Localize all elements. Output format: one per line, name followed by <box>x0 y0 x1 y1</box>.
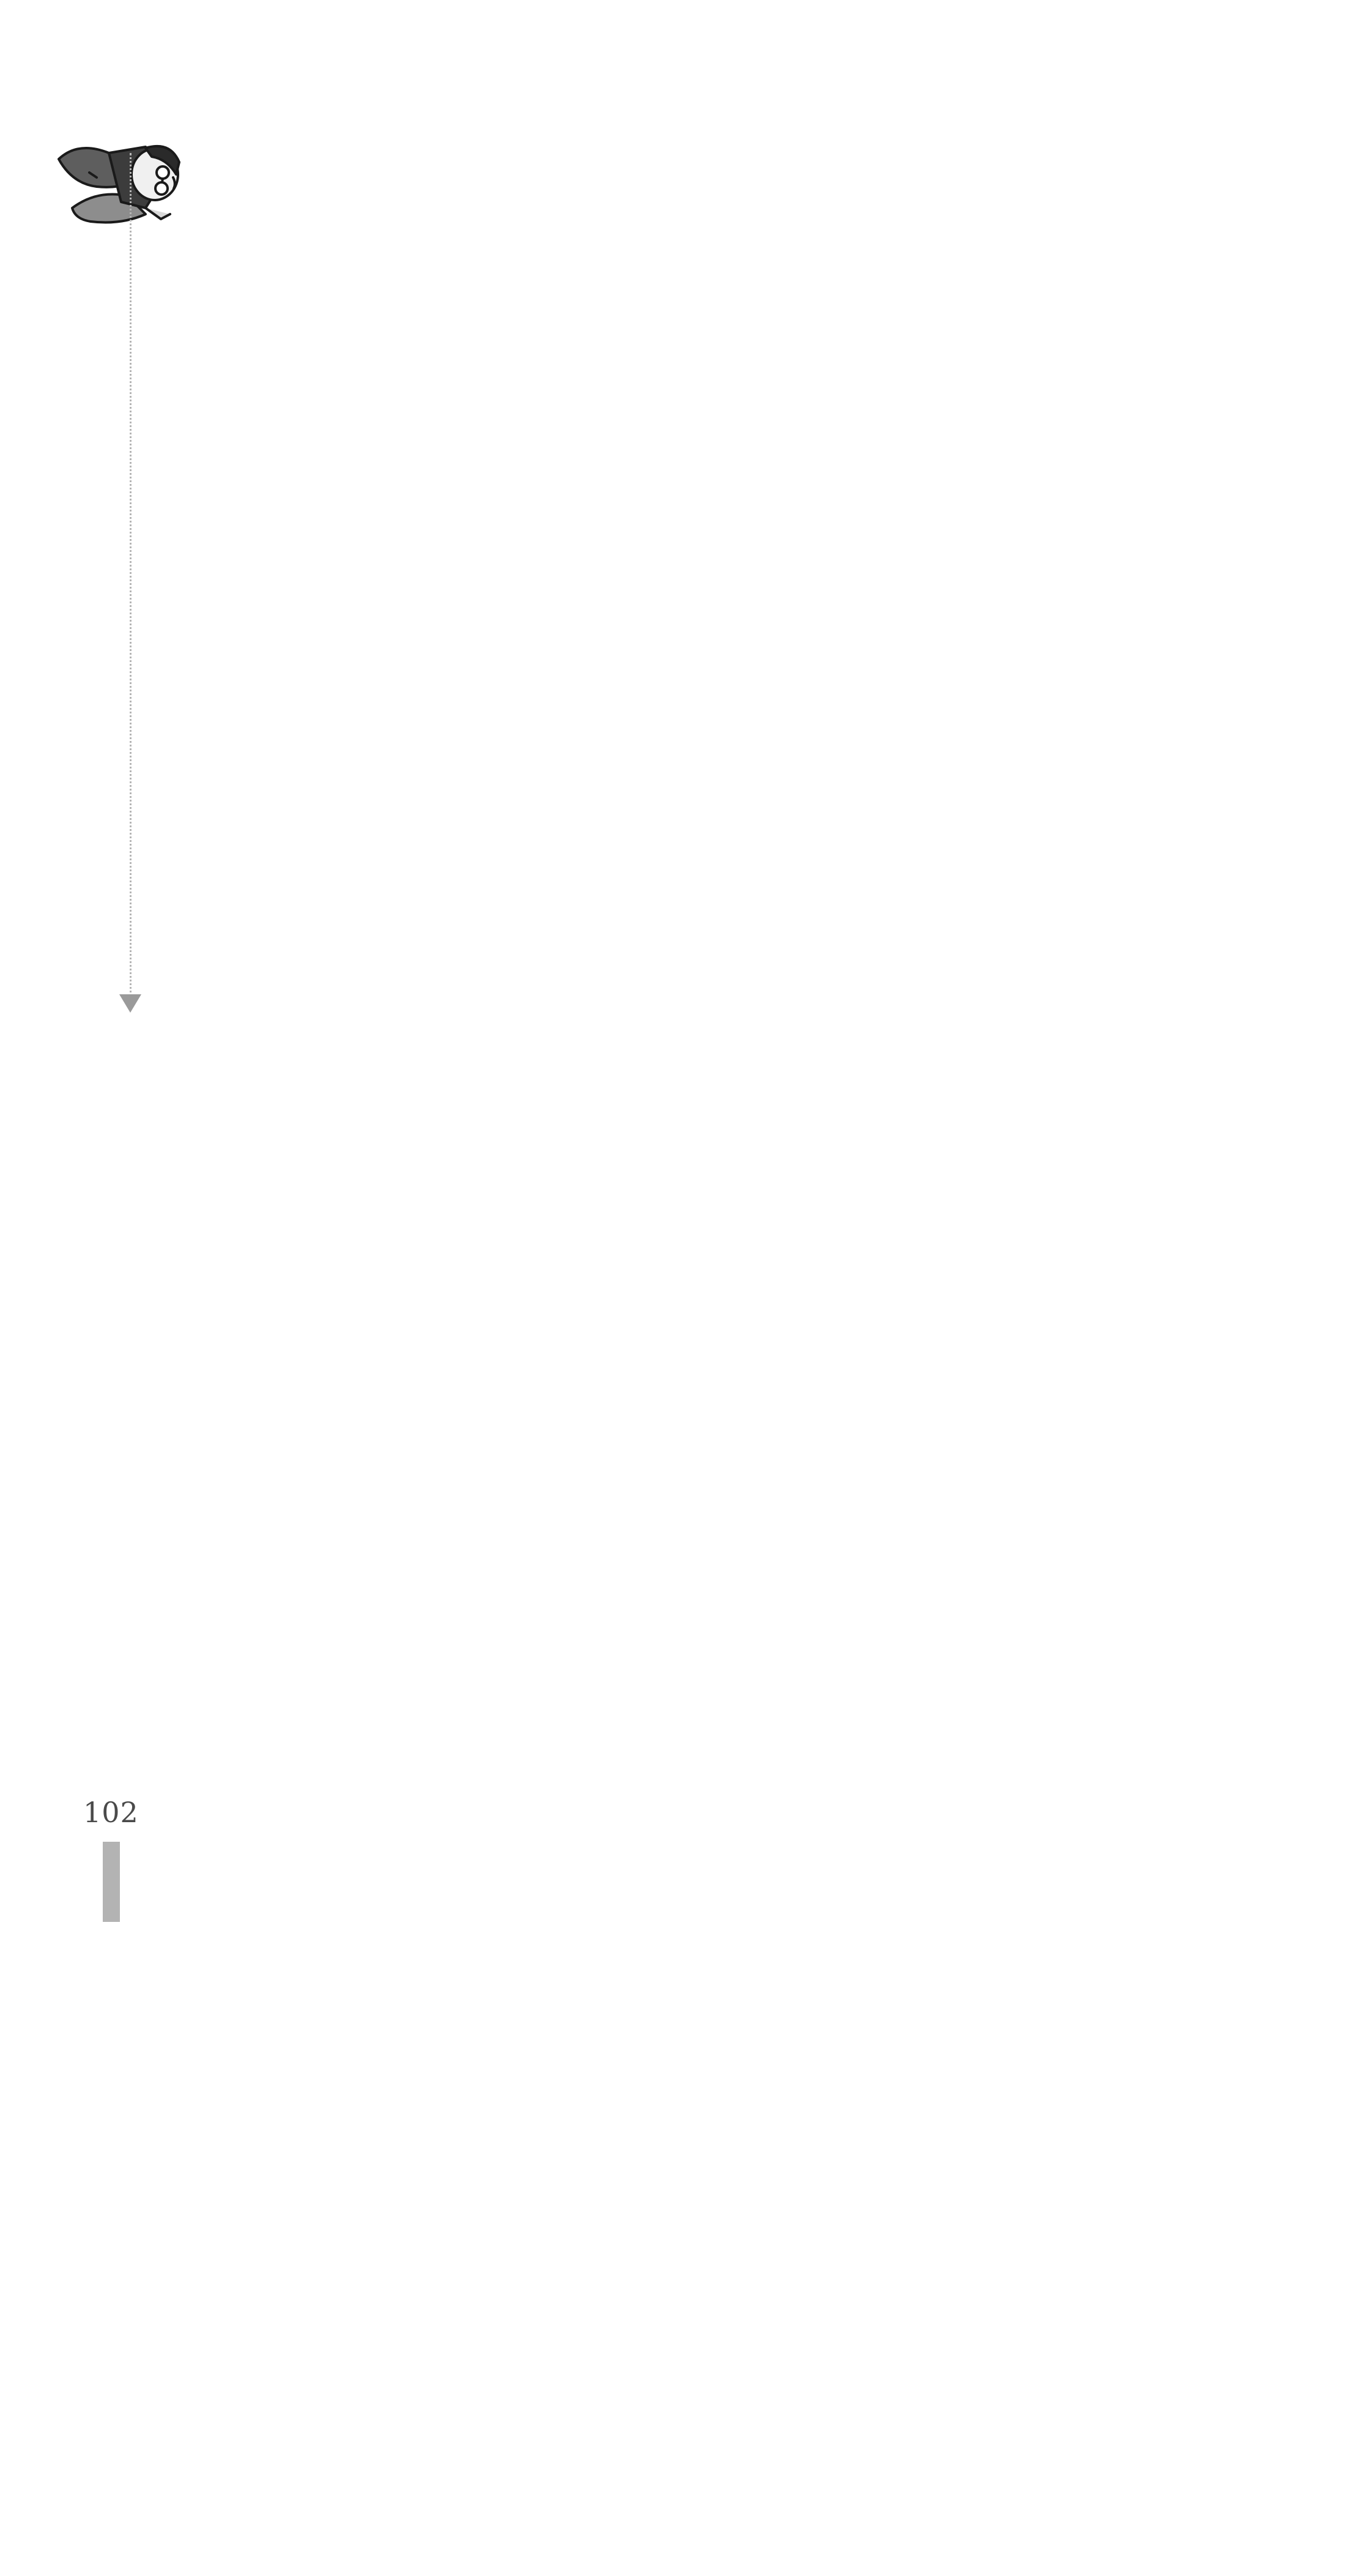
text-column <box>196 202 220 1732</box>
text-column <box>489 202 514 1732</box>
header-dotted-rule <box>130 153 132 997</box>
text-column <box>636 202 661 1732</box>
text-column <box>153 202 177 1732</box>
text-column <box>1132 1046 1156 2576</box>
text-column <box>734 202 759 1732</box>
text-column <box>1174 202 1199 1732</box>
text-column <box>343 202 367 1732</box>
page-number: 102 <box>83 1796 139 1829</box>
text-column <box>783 202 807 1732</box>
text-column <box>1028 202 1052 1732</box>
text-column <box>930 202 954 1732</box>
text-column <box>245 202 269 1732</box>
text-column <box>440 202 465 1732</box>
header-arrow-icon <box>119 994 141 1013</box>
text-column <box>832 202 856 1732</box>
margin-bar <box>103 1842 120 1922</box>
text-column <box>881 202 905 1732</box>
text-column <box>979 202 1003 1732</box>
text-column <box>1077 202 1101 1732</box>
text-column <box>685 979 710 2509</box>
text-column <box>391 202 416 1732</box>
text-column <box>294 202 318 1732</box>
text-column <box>538 202 563 1732</box>
running-header <box>86 226 106 991</box>
text-column <box>587 202 612 1732</box>
